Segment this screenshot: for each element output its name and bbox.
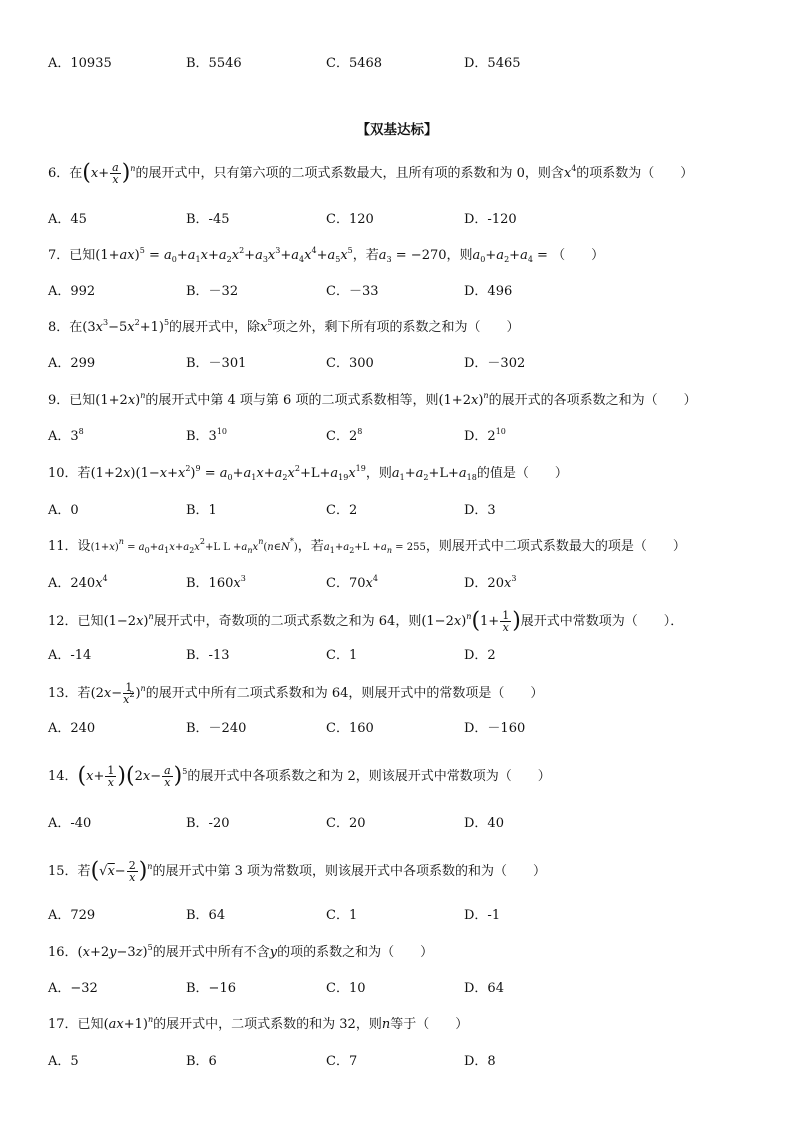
option-a[interactable]: A．5 bbox=[48, 1054, 79, 1069]
option-b[interactable]: B．−16 bbox=[186, 981, 236, 996]
option-c[interactable]: C．5468 bbox=[326, 56, 383, 71]
option-d[interactable]: D．－160 bbox=[464, 721, 526, 736]
options-row-11 bbox=[48, 574, 748, 594]
question-8: 8．在$(3x^3-5x^2+1)^5$的展开式中，除$x^5$项之外，剩下所有项的系数之和为（ ） bbox=[48, 318, 520, 335]
option-b[interactable]: B．$3^{10}$ bbox=[186, 427, 228, 444]
option-c[interactable]: C．120 bbox=[326, 212, 374, 227]
options-row-7 bbox=[48, 282, 748, 302]
options-row-10 bbox=[48, 501, 748, 521]
option-b[interactable]: B．-45 bbox=[186, 212, 230, 227]
option-d[interactable]: D．3 bbox=[464, 503, 496, 518]
option-d[interactable]: D．8 bbox=[464, 1054, 496, 1069]
question-9: 9．已知$(1+2x)^n$的展开式中第 4 项与第 6 项的二项式系数相等，则$(1+2x)^n$的展开式的各项系数之和为（ ） bbox=[48, 391, 697, 408]
question-15: 15．若(√x− $\frac{2}{x}$ )$^n$的展开式中第 3 项为常数项，则该展开式中各项系数的和为（ ） bbox=[48, 858, 546, 884]
option-a[interactable]: A．729 bbox=[48, 908, 96, 923]
option-a[interactable]: A．45 bbox=[48, 212, 87, 227]
option-d[interactable]: D．40 bbox=[464, 816, 504, 831]
options-row-6 bbox=[48, 210, 748, 230]
option-b[interactable]: B．1 bbox=[186, 503, 217, 518]
question-16: 16．$(x+2y-3z)^5$的展开式中所有不含y的项的系数之和为（ ） bbox=[48, 943, 434, 960]
option-c[interactable]: C．2 bbox=[326, 503, 358, 518]
option-d[interactable]: D．64 bbox=[464, 981, 504, 996]
option-c[interactable]: C．1 bbox=[326, 648, 358, 663]
option-b[interactable]: B．6 bbox=[186, 1054, 217, 1069]
option-c[interactable]: C．$2^8$ bbox=[326, 427, 363, 444]
option-b[interactable]: B．$160x^3$ bbox=[186, 574, 246, 591]
option-b[interactable]: B．－301 bbox=[186, 356, 247, 371]
option-a[interactable]: A．992 bbox=[48, 284, 96, 299]
question-10: 10．若$(1+2x)(1-x+x^2)^9 = a_0+a_1x+a_2x^2+L+a_{19}x^{19}$，则$a_1+a_2+L+a_{18}$的值是（ ） bbox=[48, 464, 568, 482]
option-a[interactable]: A．0 bbox=[48, 503, 79, 518]
option-c[interactable]: C．7 bbox=[326, 1054, 358, 1069]
options-row-13 bbox=[48, 719, 748, 739]
option-b[interactable]: B．5546 bbox=[186, 56, 242, 71]
question-6: 6．在(x+ $\frac{a}{x}$ )$^n$的展开式中，只有第六项的二项式系数最大，且所有项的系数和为 0，则含$x^4$的项系数为（ ） bbox=[48, 160, 694, 186]
question-12: 12．已知$(1-2x)^n$展开式中，奇数项的二项式系数之和为 64，则$(1-2x)^n(1+$ $\frac{1}{x}$ )展开式中常数项为（ ）． bbox=[48, 608, 684, 634]
option-b[interactable]: B．-20 bbox=[186, 816, 230, 831]
option-a[interactable]: A．$240x^4$ bbox=[48, 574, 108, 591]
option-a[interactable]: A．10935 bbox=[48, 56, 112, 71]
options-row-16 bbox=[48, 979, 748, 999]
option-a[interactable]: A．-40 bbox=[48, 816, 92, 831]
option-d[interactable]: D．$2^{10}$ bbox=[464, 427, 506, 444]
section-heading: 【双基达标】 bbox=[356, 122, 438, 138]
options-row-9 bbox=[48, 427, 748, 447]
option-c[interactable]: C．10 bbox=[326, 981, 366, 996]
option-c[interactable]: C．$70x^4$ bbox=[326, 574, 378, 591]
option-c[interactable]: C．－33 bbox=[326, 284, 379, 299]
question-17: 17．已知$(ax+1)^n$的展开式中，二项式系数的和为 32，则n等于（ ） bbox=[48, 1015, 469, 1032]
option-b[interactable]: B．-13 bbox=[186, 648, 230, 663]
option-c[interactable]: C．160 bbox=[326, 721, 374, 736]
option-a[interactable]: A．299 bbox=[48, 356, 96, 371]
options-row-prev bbox=[48, 54, 748, 74]
options-row-14 bbox=[48, 814, 748, 834]
question-11: 11．设$(1+x)^n = a_0+a_1x+a_2x^2+L$ $L +a_nx^n(n\in N^*)$，若$a_1+a_2+L +a_n = 255$，则展开式中二项式系数最大的项是（ ） bbox=[48, 537, 686, 555]
option-b[interactable]: B．－32 bbox=[186, 284, 239, 299]
options-row-15 bbox=[48, 906, 748, 926]
options-row-12 bbox=[48, 646, 748, 666]
option-d[interactable]: D．5465 bbox=[464, 56, 521, 71]
option-d[interactable]: D．-1 bbox=[464, 908, 501, 923]
option-c[interactable]: C．300 bbox=[326, 356, 374, 371]
option-b[interactable]: B．64 bbox=[186, 908, 226, 923]
option-a[interactable]: A．$3^8$ bbox=[48, 427, 84, 444]
option-d[interactable]: D．-120 bbox=[464, 212, 517, 227]
option-d[interactable]: D．$20x^3$ bbox=[464, 574, 517, 591]
question-14: 14．(x+ $\frac{1}{x}$ )(2x− $\frac{a}{x}$ )$^5$的展开式中各项系数之和为 2，则该展开式中常数项为（ ） bbox=[48, 763, 551, 789]
question-7: 7．已知$(1+ax)^5 = a_0+a_1x+a_2x^2+a_3x^3+a_4x^4+a_5x^5$，若$a_3 = -270$，则$a_0+a_2+a_4$ = （ ） bbox=[48, 246, 605, 264]
option-d[interactable]: D．－302 bbox=[464, 356, 526, 371]
option-d[interactable]: D．496 bbox=[464, 284, 513, 299]
option-b[interactable]: B．－240 bbox=[186, 721, 247, 736]
option-c[interactable]: C．20 bbox=[326, 816, 366, 831]
options-row-8 bbox=[48, 354, 748, 374]
option-a[interactable]: A．240 bbox=[48, 721, 96, 736]
question-13: 13．若(2x− $\frac{1}{x^2}$ )$^n$的展开式中所有二项式系数和为 64，则展开式中的常数项是（ ） bbox=[48, 681, 544, 706]
option-a[interactable]: A．−32 bbox=[48, 981, 98, 996]
option-c[interactable]: C．1 bbox=[326, 908, 358, 923]
options-row-17 bbox=[48, 1052, 748, 1072]
option-d[interactable]: D．2 bbox=[464, 648, 496, 663]
option-a[interactable]: A．-14 bbox=[48, 648, 92, 663]
